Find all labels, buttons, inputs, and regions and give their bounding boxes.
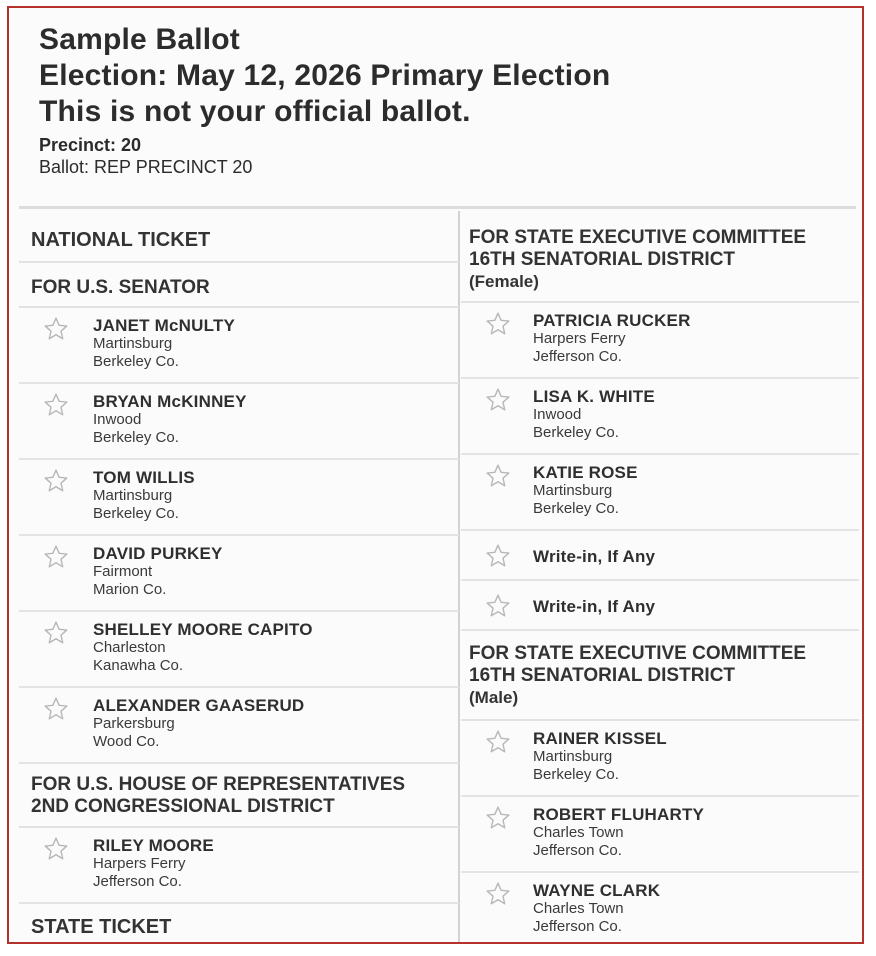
ballot-header (39, 22, 610, 178)
candidate-row[interactable] (19, 460, 459, 536)
star-icon[interactable] (485, 463, 511, 489)
candidate-city: Martinsburg (93, 487, 173, 504)
star-icon[interactable] (43, 696, 69, 722)
male-committee-title-line-1: FOR STATE EXECUTIVE COMMITTEE (469, 643, 807, 664)
star-icon[interactable] (485, 543, 511, 569)
star-icon[interactable] (43, 836, 69, 862)
candidate-row[interactable] (461, 797, 859, 873)
candidate-row[interactable] (19, 688, 459, 764)
star-icon[interactable] (43, 316, 69, 342)
candidate-row[interactable] (461, 873, 859, 944)
candidate-county: Wood Co. (93, 733, 160, 750)
candidate-county: Berkeley Co. (533, 500, 619, 517)
star-icon[interactable] (43, 620, 69, 646)
ballot-title: Sample Ballot (39, 23, 240, 56)
candidate-name: WAYNE CLARK (533, 881, 661, 900)
candidate-county: Kanawha Co. (93, 657, 184, 674)
candidate-row[interactable] (19, 536, 459, 612)
write-in-label: Write-in, If Any (533, 597, 656, 616)
candidate-row[interactable] (461, 303, 859, 379)
candidate-city: Fairmont (93, 563, 153, 580)
candidate-row[interactable] (19, 828, 459, 904)
candidate-name: TOM WILLIS (93, 468, 195, 487)
candidate-city: Martinsburg (533, 482, 613, 499)
candidate-county: Jefferson Co. (93, 873, 182, 890)
senator-contest-title: FOR U.S. SENATOR (19, 263, 459, 308)
state-ticket-heading: STATE TICKET (31, 916, 172, 938)
candidate-name: ROBERT FLUHARTY (533, 805, 705, 824)
male-committee-title-line-2: 16TH SENATORIAL DISTRICT (469, 665, 736, 686)
candidate-city: Charles Town (533, 824, 624, 841)
house-contest-title (19, 764, 459, 828)
star-icon[interactable] (485, 729, 511, 755)
candidate-county: Berkeley Co. (533, 766, 619, 783)
precinct-label: Precinct: 20 (39, 135, 142, 155)
star-icon[interactable] (43, 544, 69, 570)
candidate-county: Marion Co. (93, 581, 167, 598)
ballot-frame (7, 6, 864, 944)
candidate-name: JANET McNULTY (93, 316, 236, 335)
star-icon[interactable] (485, 387, 511, 413)
candidate-city: Martinsburg (533, 748, 613, 765)
male-committee-title-line-3: (Male) (469, 688, 519, 707)
candidate-name: RAINER KISSEL (533, 729, 667, 748)
star-icon[interactable] (485, 805, 511, 831)
candidate-county: Berkeley Co. (93, 505, 179, 522)
write-in-label: Write-in, If Any (533, 547, 656, 566)
male-committee-title (461, 631, 859, 721)
candidate-county: Jefferson Co. (533, 918, 622, 935)
female-committee-title-line-2: 16TH SENATORIAL DISTRICT (469, 249, 736, 270)
right-column (461, 211, 859, 942)
candidate-name: PATRICIA RUCKER (533, 311, 691, 330)
candidate-name: BRYAN McKINNEY (93, 392, 247, 411)
candidate-county: Berkeley Co. (93, 353, 179, 370)
candidate-name: RILEY MOORE (93, 836, 214, 855)
candidate-city: Harpers Ferry (93, 855, 186, 872)
ballot-style-label: Ballot: REP PRECINCT 20 (39, 157, 253, 177)
candidate-city: Harpers Ferry (533, 330, 626, 347)
candidate-row[interactable] (19, 612, 459, 688)
candidate-city: Inwood (533, 406, 582, 423)
header-divider (19, 206, 856, 209)
candidate-name: KATIE ROSE (533, 463, 638, 482)
house-contest-title-line-2: 2ND CONGRESSIONAL DISTRICT (31, 796, 335, 817)
candidate-name: ALEXANDER GAASERUD (93, 696, 305, 715)
candidate-city: Martinsburg (93, 335, 173, 352)
candidate-county: Jefferson Co. (533, 842, 622, 859)
unofficial-notice: This is not your official ballot. (39, 95, 471, 128)
candidate-row[interactable] (461, 379, 859, 455)
candidate-name: SHELLEY MOORE CAPITO (93, 620, 313, 639)
candidate-city: Charles Town (533, 900, 624, 917)
female-committee-title-line-1: FOR STATE EXECUTIVE COMMITTEE (469, 227, 807, 248)
national-ticket-heading: NATIONAL TICKET (19, 211, 459, 263)
candidate-city: Parkersburg (93, 715, 175, 732)
star-icon[interactable] (485, 311, 511, 337)
star-icon[interactable] (485, 881, 511, 907)
candidate-county: Berkeley Co. (93, 429, 179, 446)
candidate-city: Charleston (93, 639, 166, 656)
star-icon[interactable] (43, 392, 69, 418)
female-committee-title (461, 211, 859, 303)
candidate-county: Berkeley Co. (533, 424, 619, 441)
star-icon[interactable] (43, 468, 69, 494)
write-in-row[interactable] (461, 581, 859, 631)
candidate-row[interactable] (19, 384, 459, 460)
candidate-county: Jefferson Co. (533, 348, 622, 365)
write-in-row[interactable] (461, 531, 859, 581)
candidate-row[interactable] (461, 455, 859, 531)
female-committee-title-line-3: (Female) (469, 272, 539, 291)
house-contest-title-line-1: FOR U.S. HOUSE OF REPRESENTATIVES (31, 774, 406, 795)
candidate-row[interactable] (19, 308, 459, 384)
candidate-name: DAVID PURKEY (93, 544, 223, 563)
star-icon[interactable] (485, 593, 511, 619)
candidate-city: Inwood (93, 411, 142, 428)
election-title: Election: May 12, 2026 Primary Election (39, 59, 611, 92)
left-column (19, 211, 459, 942)
candidate-row[interactable] (461, 721, 859, 797)
candidate-name: LISA K. WHITE (533, 387, 655, 406)
